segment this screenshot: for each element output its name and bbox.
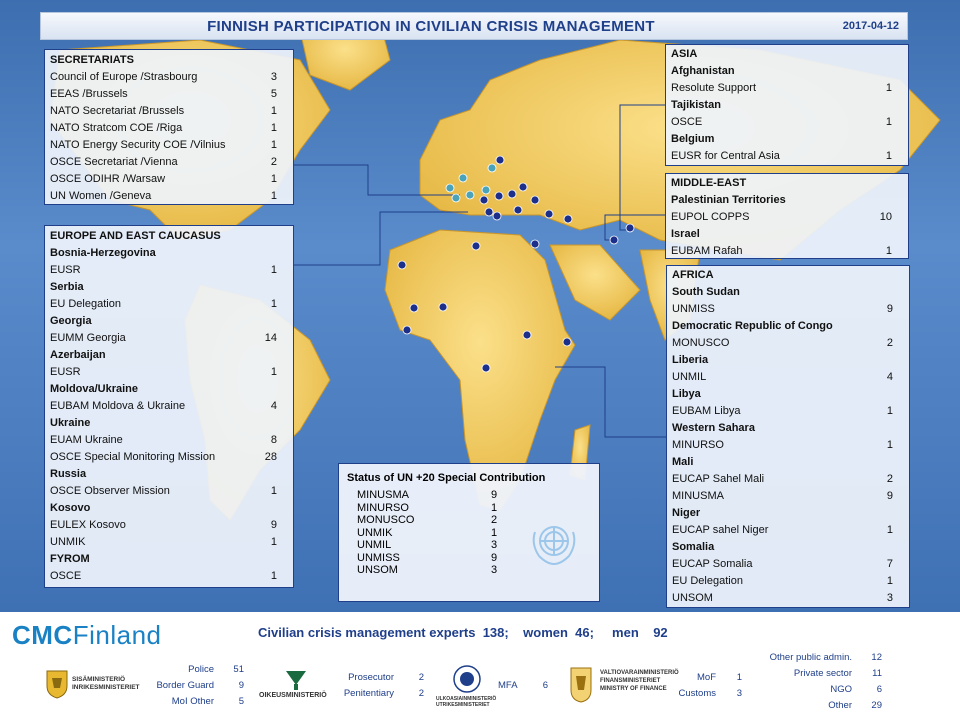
report-date: 2017-04-12 — [842, 20, 899, 32]
entry-row — [45, 154, 293, 171]
mission-dot — [626, 224, 634, 232]
stat-line — [330, 670, 424, 686]
cmc-finland-logo — [12, 620, 162, 651]
mission-dot — [519, 183, 527, 191]
stat-label: Border Guard — [156, 680, 214, 691]
finance-logo-line-3: MINISTRY OF FINANCE — [600, 686, 667, 692]
un-emblem-icon — [527, 514, 581, 568]
stat-line — [498, 678, 548, 694]
entry-row — [45, 296, 293, 313]
entry-row — [667, 437, 909, 454]
stat-value: 2 — [418, 672, 424, 683]
entry-row — [667, 403, 909, 420]
other-sector-stats — [752, 650, 882, 714]
mission-dot — [531, 240, 539, 248]
stat-line — [140, 678, 244, 694]
entry-row — [667, 471, 909, 488]
entry-label: EU Delegation — [672, 575, 743, 587]
entry-row — [666, 114, 908, 131]
entry-label: EUBAM Rafah — [671, 245, 743, 257]
entry-label: EULEX Kosovo — [50, 519, 126, 531]
entry-label: UNMIL — [672, 371, 707, 383]
mission-dot — [531, 196, 539, 204]
entry-count: 1 — [270, 366, 277, 378]
secretariats-panel — [44, 49, 294, 205]
mission-dot — [482, 186, 490, 194]
entry-count: 1 — [270, 485, 277, 497]
stat-value: 11 — [872, 668, 882, 679]
foreign-stats — [498, 678, 548, 694]
entry-row — [666, 243, 908, 260]
stat-line — [140, 662, 244, 678]
finance-stats — [668, 670, 742, 702]
entry-row — [45, 398, 293, 415]
africa-panel — [666, 265, 910, 608]
entry-label: EUSR for Central Asia — [671, 150, 780, 162]
entry-row — [45, 188, 293, 205]
asia-panel — [665, 44, 909, 166]
stat-value: 29 — [871, 700, 882, 711]
stat-label: Prosecutor — [348, 672, 394, 683]
stat-value: 6 — [876, 684, 882, 695]
entry-row — [45, 364, 293, 381]
mission-dot — [439, 303, 447, 311]
entry-label: Resolute Support — [671, 82, 756, 94]
group-heading: Mali — [672, 456, 694, 468]
entry-row — [45, 86, 293, 103]
stat-value: 51 — [233, 664, 244, 675]
justice-logo-text: OIKEUSMINISTERIÖ — [259, 692, 327, 699]
entry-count: 9 — [886, 303, 893, 315]
group-heading: Israel — [671, 228, 700, 240]
foreign-logo-line-1: ULKOASIAINMINISTERIÖ — [436, 696, 497, 702]
mission-dot — [398, 261, 406, 269]
entry-row — [45, 69, 293, 86]
entry-count: 1 — [270, 570, 277, 582]
mission-dot — [493, 212, 501, 220]
un-mission-row — [339, 502, 599, 515]
entry-count: 1 — [270, 105, 277, 117]
entry-count: 1 — [885, 150, 892, 162]
africa-heading: AFRICA — [672, 269, 714, 281]
mission-dot — [485, 208, 493, 216]
stat-line — [668, 686, 742, 702]
un-mission-label: MONUSCO — [357, 514, 415, 526]
entry-label: EUSR — [50, 366, 81, 378]
stat-value: 5 — [238, 696, 244, 707]
finance-logo-line-1: VALTIOVARAINMINISTERIÖ — [600, 670, 679, 676]
stat-label: Police — [188, 664, 214, 675]
asia-heading: ASIA — [671, 48, 698, 60]
mission-dot — [496, 156, 504, 164]
entry-count: 1 — [270, 264, 277, 276]
entry-row — [667, 590, 909, 607]
entry-label: OSCE Special Monitoring Mission — [50, 451, 216, 463]
group-heading: Tajikistan — [671, 99, 721, 111]
entry-count: 2 — [270, 156, 277, 168]
stat-value: 1 — [736, 672, 742, 683]
entry-label: EUCAP sahel Niger — [672, 524, 769, 536]
finance-logo-line-2: FINANSMINISTERIET — [600, 678, 661, 684]
mission-dot — [403, 326, 411, 334]
interior-ministry-logo-text — [72, 676, 140, 692]
entry-row — [667, 556, 909, 573]
landmass-arabia — [550, 245, 640, 320]
entry-row — [45, 432, 293, 449]
interior-logo-line-2: INRIKESMINISTERIET — [72, 684, 140, 691]
mission-dot — [459, 174, 467, 182]
entry-label: OSCE ODIHR /Warsaw — [50, 173, 166, 185]
un-mission-row — [339, 489, 599, 502]
title-bar — [40, 12, 908, 40]
cmc-logo-bold: CMC — [12, 620, 73, 650]
europe-panel — [44, 225, 294, 588]
mission-dot — [563, 338, 571, 346]
group-heading: Niger — [672, 507, 701, 519]
entry-label: NATO Energy Security COE /Vilnius — [50, 139, 226, 151]
stat-value: 12 — [871, 652, 882, 663]
mission-dot — [514, 206, 522, 214]
un-mission-count: 3 — [491, 564, 498, 576]
mission-dot — [523, 331, 531, 339]
un-status-panel — [338, 463, 600, 602]
un-mission-count: 1 — [491, 501, 498, 514]
entry-label: UN Women /Geneva — [50, 190, 152, 202]
entry-count: 1 — [270, 122, 277, 134]
entry-label: OSCE — [50, 570, 82, 582]
entry-row — [45, 171, 293, 188]
group-heading: Azerbaijan — [50, 349, 106, 361]
entry-row — [45, 483, 293, 500]
connector-africa — [555, 367, 666, 437]
entry-count: 2 — [886, 337, 893, 349]
entry-row — [667, 488, 909, 505]
foreign-ministry-seal-icon — [452, 664, 482, 694]
entry-count: 4 — [270, 400, 277, 412]
justice-stats — [330, 670, 424, 702]
stat-line — [330, 686, 424, 702]
entry-count: 1 — [270, 190, 277, 202]
group-heading: Bosnia-Herzegovina — [50, 247, 156, 259]
entry-row — [45, 262, 293, 279]
un-mission-label: MINUSMA — [357, 489, 409, 501]
page-title: FINNISH PARTICIPATION IN CIVILIAN CRISIS MANAGEMENT — [207, 18, 655, 35]
entry-label: UNSOM — [672, 592, 713, 604]
mission-dot — [610, 236, 618, 244]
entry-row — [45, 568, 293, 585]
entry-count: 1 — [885, 245, 892, 257]
mission-dot — [466, 191, 474, 199]
entry-label: UNMIK — [50, 536, 86, 548]
group-heading: Kosovo — [50, 502, 91, 514]
group-heading: South Sudan — [672, 286, 740, 298]
un-mission-label: UNMIL — [357, 539, 392, 551]
entry-count: 1 — [270, 536, 277, 548]
entry-label: EEAS /Brussels — [50, 88, 128, 100]
entry-row — [45, 449, 293, 466]
entry-count: 7 — [886, 558, 893, 570]
mission-dot — [480, 196, 488, 204]
group-heading: Serbia — [50, 281, 84, 293]
un-mission-count: 9 — [491, 551, 498, 564]
entry-row — [667, 573, 909, 590]
un-mission-label: UNMISS — [357, 551, 400, 564]
experts-summary: Civilian crisis management experts 138; women 46; men 92 — [258, 625, 668, 640]
group-heading: Liberia — [672, 354, 709, 366]
entry-label: OSCE Secretariat /Vienna — [50, 156, 178, 168]
mission-dot — [488, 164, 496, 172]
entry-label: EUPOL COPPS — [671, 211, 750, 223]
mission-dot — [482, 364, 490, 372]
stat-value: 9 — [238, 680, 244, 691]
entry-count: 9 — [270, 519, 277, 531]
group-heading: Palestinian Territories — [671, 194, 786, 206]
foreign-ministry-logo-text — [436, 696, 496, 708]
entry-row — [45, 534, 293, 551]
entry-count: 1 — [886, 439, 893, 451]
entry-count: 10 — [879, 211, 892, 223]
stat-line — [752, 698, 882, 714]
entry-label: MINUSMA — [672, 490, 724, 502]
group-heading: Ukraine — [50, 417, 91, 429]
lion-crest-icon — [566, 664, 596, 704]
entry-label: OSCE — [671, 116, 703, 128]
entry-label: MONUSCO — [672, 337, 730, 349]
group-heading: Belgium — [671, 133, 715, 145]
stat-label: Other public admin. — [769, 652, 852, 663]
entry-label: MINURSO — [672, 439, 724, 451]
stat-label: MoF — [697, 672, 716, 683]
entry-row — [667, 369, 909, 386]
mission-dot — [545, 210, 553, 218]
stat-value: 6 — [542, 680, 548, 691]
entry-row — [667, 301, 909, 318]
entry-count: 8 — [270, 434, 277, 446]
un-mission-label: MINURSO — [357, 501, 409, 514]
entry-row — [667, 335, 909, 352]
foreign-logo-line-2: UTRIKESMINISTERIET — [436, 702, 490, 708]
scales-icon — [282, 667, 310, 691]
finance-logo-text — [600, 669, 679, 693]
entry-label: EUAM Ukraine — [50, 434, 123, 446]
middle-east-panel — [665, 173, 909, 259]
stat-line — [752, 682, 882, 698]
stat-line — [668, 670, 742, 686]
mission-dot — [452, 194, 460, 202]
entry-count: 3 — [886, 592, 893, 604]
stat-label: NGO — [830, 684, 852, 695]
entry-row — [666, 209, 908, 226]
entry-count: 1 — [886, 405, 893, 417]
group-heading: Georgia — [50, 315, 92, 327]
stat-label: MoI Other — [171, 696, 214, 707]
entry-label: NATO Stratcom COE /Riga — [50, 122, 183, 134]
entry-label: EUBAM Libya — [672, 405, 741, 417]
group-heading: Russia — [50, 468, 87, 480]
entry-label: Council of Europe /Strasbourg — [50, 71, 198, 83]
entry-count: 1 — [886, 575, 893, 587]
mission-dot — [472, 242, 480, 250]
entry-count: 2 — [886, 473, 893, 485]
stat-label: MFA — [498, 680, 518, 691]
entry-row — [666, 80, 908, 97]
group-heading: Moldova/Ukraine — [50, 383, 139, 395]
entry-label: EUCAP Sahel Mali — [672, 473, 765, 485]
entry-label: EU Delegation — [50, 298, 121, 310]
group-heading: FYROM — [50, 553, 90, 565]
entry-count: 1 — [885, 82, 892, 94]
entry-count: 1 — [270, 139, 277, 151]
un-mission-count: 2 — [491, 514, 498, 526]
stat-line — [752, 666, 882, 682]
entry-count: 1 — [270, 173, 277, 185]
entry-count: 1 — [886, 524, 893, 536]
interior-logo-line-1: SISÄMINISTERIÖ — [72, 676, 126, 683]
entry-row — [667, 522, 909, 539]
mission-dot — [410, 304, 418, 312]
entry-count: 14 — [264, 332, 277, 344]
entry-count: 1 — [885, 116, 892, 128]
middle-east-heading: MIDDLE-EAST — [671, 177, 747, 189]
entry-label: EUSR — [50, 264, 81, 276]
mission-dot — [446, 184, 454, 192]
stat-label: Private sector — [793, 668, 852, 679]
entry-count: 9 — [886, 490, 893, 502]
entry-row — [666, 148, 908, 165]
stat-value: 3 — [736, 688, 742, 699]
un-mission-label: UNMIK — [357, 526, 393, 539]
entry-row — [45, 137, 293, 154]
stat-label: Penitentiary — [343, 688, 394, 699]
interior-stats — [140, 662, 244, 710]
group-heading: Western Sahara — [672, 422, 755, 434]
coat-of-arms-icon — [44, 668, 70, 700]
mission-dot — [495, 192, 503, 200]
group-heading: Libya — [672, 388, 701, 400]
group-heading: Democratic Republic of Congo — [672, 320, 833, 332]
entry-label: OSCE Observer Mission — [50, 485, 170, 497]
entry-count: 4 — [886, 371, 893, 383]
un-mission-count: 3 — [491, 539, 498, 551]
mission-dot — [564, 215, 572, 223]
cmc-logo-rest: Finland — [72, 620, 162, 650]
stat-label: Customs — [678, 688, 716, 699]
entry-count: 1 — [270, 298, 277, 310]
entry-count: 5 — [270, 88, 277, 100]
un-mission-count: 1 — [491, 526, 498, 539]
stat-line — [752, 650, 882, 666]
stat-label: Other — [828, 700, 852, 711]
entry-row — [45, 330, 293, 347]
entry-count: 28 — [264, 451, 277, 463]
europe-heading: EUROPE AND EAST CAUCASUS — [50, 230, 221, 242]
secretariats-heading: SECRETARIATS — [50, 54, 134, 66]
entry-row — [45, 517, 293, 534]
entry-label: EUCAP Somalia — [672, 558, 753, 570]
group-heading: Somalia — [672, 541, 715, 553]
un-status-heading: Status of UN +20 Special Contribution — [347, 472, 546, 484]
un-mission-count: 9 — [491, 489, 498, 501]
entry-label: EUBAM Moldova & Ukraine — [50, 400, 186, 412]
entry-label: UNMISS — [672, 303, 715, 315]
stat-value: 2 — [418, 688, 424, 699]
un-mission-label: UNSOM — [357, 564, 398, 576]
mission-dot — [508, 190, 516, 198]
entry-row — [45, 103, 293, 120]
footer — [0, 612, 960, 720]
entry-label: EUMM Georgia — [50, 332, 126, 344]
entry-label: NATO Secretariat /Brussels — [50, 105, 185, 117]
stat-line — [140, 694, 244, 710]
entry-row — [45, 120, 293, 137]
group-heading: Afghanistan — [671, 65, 735, 77]
entry-count: 3 — [270, 71, 277, 83]
